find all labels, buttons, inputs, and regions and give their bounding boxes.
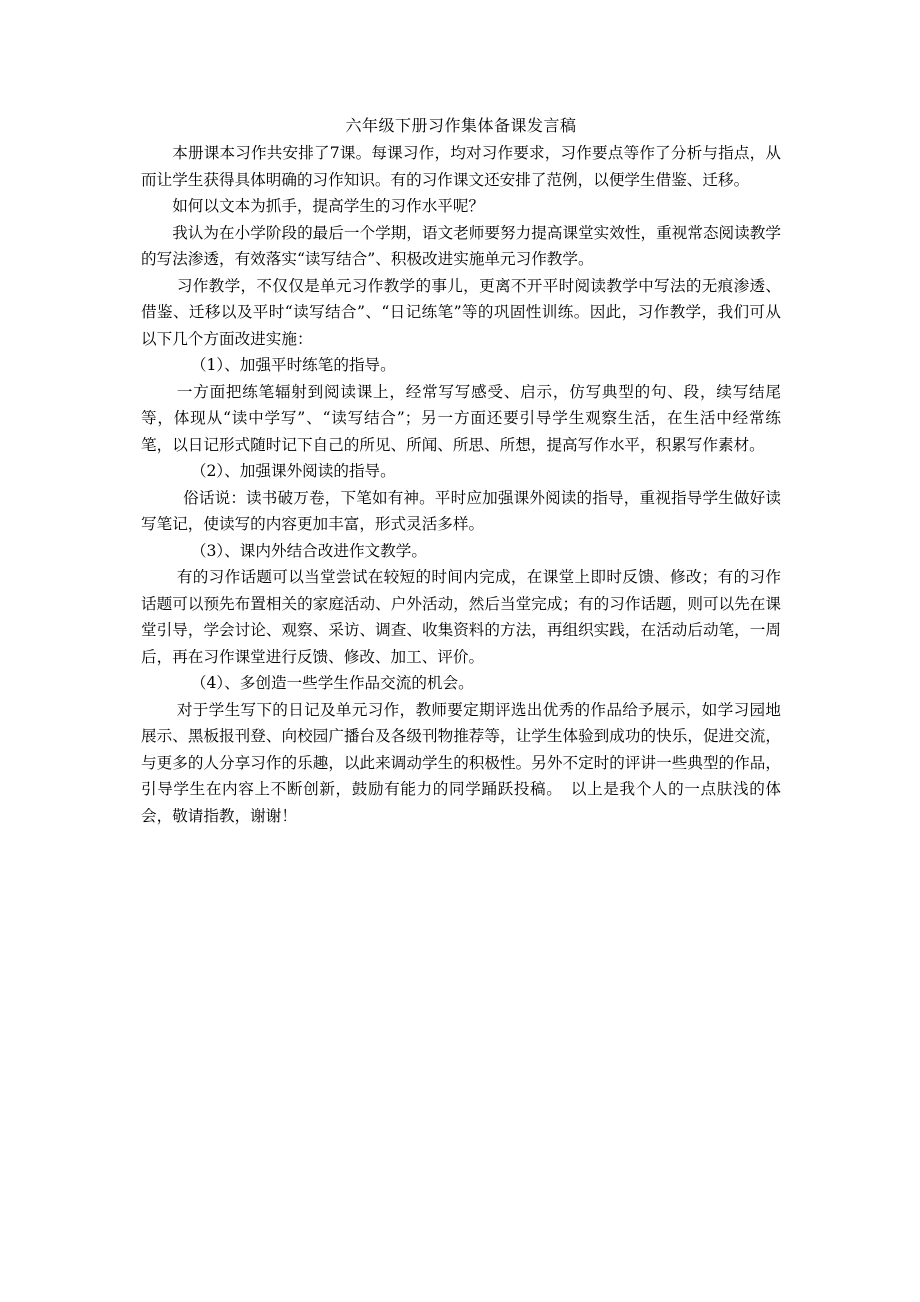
paragraph-point-3: 有的习作话题可以当堂尝试在较短的时间内完成，在课堂上即时反馈、修改；有的习作话题可以预先布置相关的家庭活动、户外活动，然后当堂完成；有的习作话题，则可以先在课堂引导，学会讨论、观察、采访、调查、收集资料的方法，再组织实践，在活动后动笔，一周后，再在习作课堂进行反馈、修改、加工、评价。 [141, 568, 781, 666]
document-page [141, 112, 781, 829]
document-title: 六年级下册习作集体备课发言稿 [345, 116, 577, 135]
paragraph-intro: 本册课本习作共安排了7课。每课习作，均对习作要求，习作要点等作了分析与指点，从而让学生获得具体明确的习作知识。有的习作课文还安排了范例，以便学生借鉴、迁移。 [141, 144, 781, 189]
heading-point-3: （3）、课内外结合改进作文教学。 [190, 541, 427, 560]
paragraph-point-1: 一方面把练笔辐射到阅读课上，经常写写感受、启示，仿写典型的句、段，续写结尾等，体现从“读中学写”、“读写结合”；另一方面还要引导学生观察生活，在生活中经常练笔，以日记形式随时记下自己的所见、所闻、所思、所想，提高写作水平，积累写作素材。 [141, 382, 781, 454]
heading-point-2: （2）、加强课外阅读的指导。 [190, 462, 396, 480]
paragraph-point-4: 对于学生写下的日记及单元习作，教师要定期评选出优秀的作品给予展示，如学习园地展示、黑板报刊登、向校园广播台及各级刊物推荐等，让学生体验到成功的快乐，促进交流，与更多的人分享习作的乐趣，以此来调动学生的积极性。另外不定时的评讲一些典型的作品，引导学生在内容上不断创新，鼓励有能力的同学踊跃投稿。 以上是我个人的一点肤浅的体会，敬请指教，谢谢！ [141, 700, 781, 825]
paragraph-teaching: 习作教学，不仅仅是单元习作教学的事儿，更离不开平时阅读教学中写法的无痕渗透、借鉴、迁移以及平时“读写结合”、“日记练笔”等的巩固性训练。因此，习作教学，我们可从以下几个方面改进实施： [141, 276, 781, 348]
paragraph-opinion: 我认为在小学阶段的最后一个学期，语文老师要努力提高课堂实效性，重视常态阅读教学的写法渗透，有效落实“读写结合”、积极改进实施单元习作教学。 [141, 223, 781, 268]
paragraph-point-2: 俗话说：读书破万卷，下笔如有神。平时应加强课外阅读的指导，重视指导学生做好读写笔记，使读写的内容更加丰富，形式灵活多样。 [141, 488, 781, 533]
paragraph-question: 如何以文本为抓手，提高学生的习作水平呢？ [172, 197, 485, 215]
heading-point-1: （1）、加强平时练笔的指导。 [190, 356, 396, 374]
heading-point-4: （4）、多创造一些学生作品交流的机会。 [190, 674, 474, 692]
